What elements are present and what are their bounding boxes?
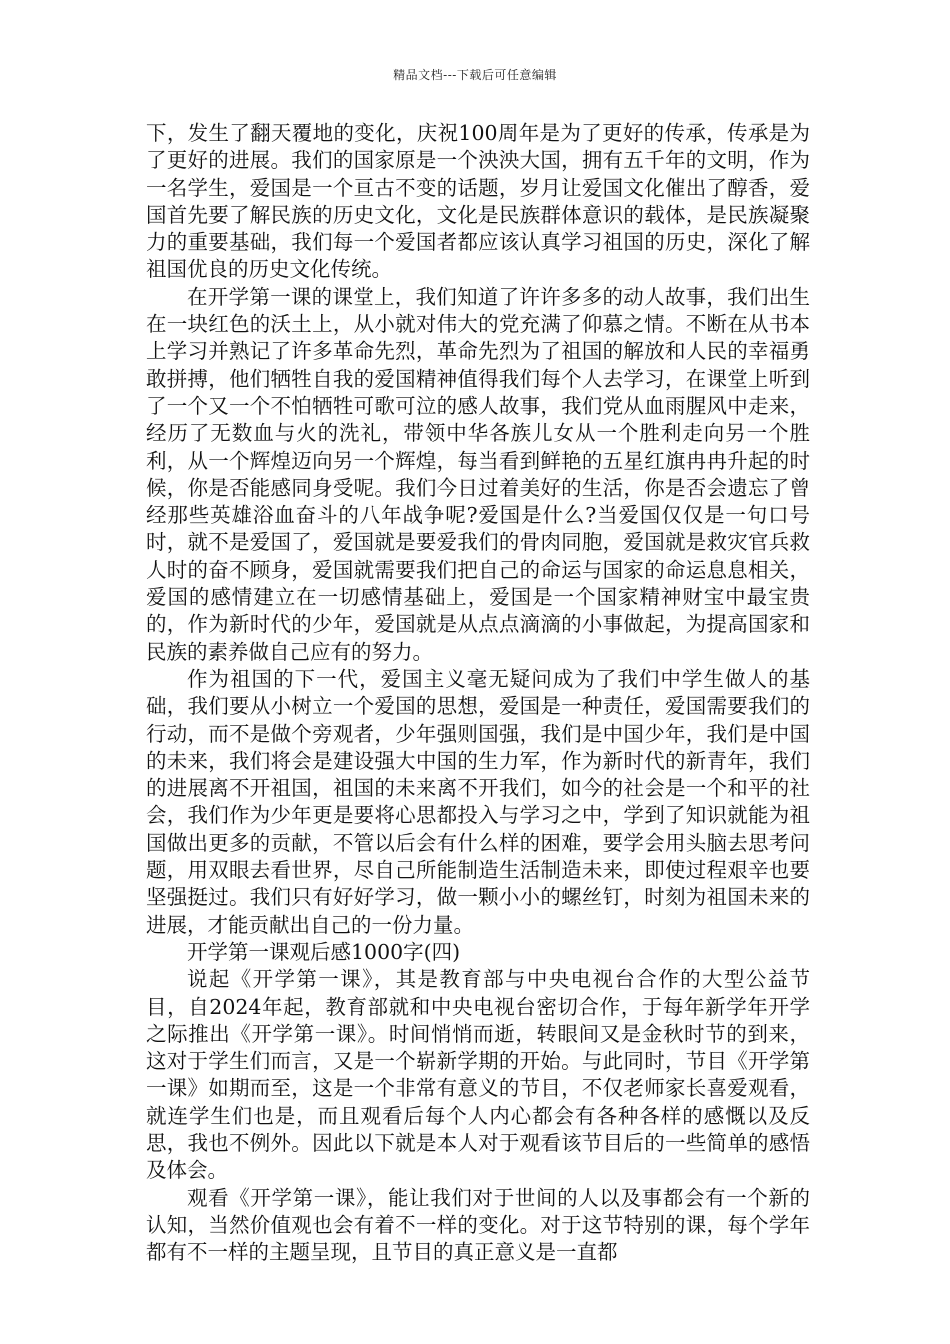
paragraph-3: 作为祖国的下一代，爱国主义毫无疑问成为了我们中学生做人的基础，我们要从小树立一个爱国的思想，爱国是一种责任，爱国需要我们的行动，而不是做个旁观者，少年强则国强，我们是中国少年，我们是中国的未来，我们将会是建设强大中国的生力军，作为新时代的新青年，我们的进展离不开祖国，祖国的未来离不开我们，如今的社会是一个和平的社会，我们作为少年更是要将心思都投入与学习之中，学到了知识就能为祖国做出更多的贡献，不管以后会有什么样的困难，要学会用头脑去思考问题，用双眼去看世界，尽自己所能制造生活制造未来，即使过程艰辛也要坚强挺过。我们只有好好学习，做一颗小小的螺丝钉，时刻为祖国未来的进展，才能贡献出自己的一份力量。 <box>146 666 810 937</box>
paragraph-5: 说起《开学第一课》，其是教育部与中央电视台合作的大型公益节目，自2024年起，教育部就和中央电视台密切合作，于每年新学年开学之际推出《开学第一课》。时间悄悄而逝，转眼间又是金秋时节的到来，这对于学生们而言，又是一个崭新学期的开始。与此同时，节目《开学第一课》如期而至，这是一个非常有意义的节目，不仅老师家长喜爱观看，就连学生们也是，而且观看后每个人内心都会有各种各样的感慨以及反思，我也不例外。因此以下就是本人对于观看该节目后的一些简单的感悟及体会。 <box>146 967 810 1183</box>
document-body <box>146 120 810 1266</box>
section-heading: 开学第一课观后感1000字(四) <box>187 939 461 964</box>
paragraph-1: 下，发生了翻天覆地的变化，庆祝100周年是为了更好的传承，传承是为了更好的进展。我们的国家原是一个泱泱大国，拥有五千年的文明，作为一名学生，爱国是一个亘古不变的话题，岁月让爱国文化催出了醇香，爱国首先要了解民族的历史文化，文化是民族群体意识的载体，是民族凝聚力的重要基础，我们每一个爱国者都应该认真学习祖国的历史，深化了解祖国优良的历史文化传统。 <box>146 121 810 282</box>
paragraph-6: 观看《开学第一课》，能让我们对于世间的人以及事都会有一个新的认知，当然价值观也会有着不一样的变化。对于这节特别的课，每个学年都有不一样的主题呈现，且节目的真正意义是一直都 <box>146 1185 810 1265</box>
paragraph-2: 在开学第一课的课堂上，我们知道了许许多多的动人故事，我们出生在一块红色的沃土上，从小就对伟大的党充满了仰慕之情。不断在从书本上学习并熟记了许多革命先烈，革命先烈为了祖国的解放和人民的幸福勇敢拼搏，他们牺牲自我的爱国精神值得我们每个人去学习，在课堂上听到了一个又一个不怕牺牲可歌可泣的感人故事，我们党从血雨腥风中走来，经历了无数血与火的洗礼，带领中华各族儿女从一个胜利走向另一个胜利，从一个辉煌迈向另一个辉煌，每当看到鲜艳的五星红旗冉冉升起的时候，你是否能感同身受呢。我们今日过着美好的生活，你是否会遗忘了曾经那些英雄浴血奋斗的八年战争呢?爱国是什么?当爱国仅仅是一句口号时，就不是爱国了，爱国就是要爱我们的骨肉同胞，爱国就是救灾官兵救人时的奋不顾身，爱国就需要我们把自己的命运与国家的命运息息相关，爱国的感情建立在一切感情基础上，爱国是一个国家精神财宝中最宝贵的，作为新时代的少年，爱国就是从点点滴滴的小事做起，为提高国家和民族的素养做自己应有的努力。 <box>146 284 810 664</box>
page-header: 精品文档---下载后可任意编辑 <box>393 68 557 82</box>
